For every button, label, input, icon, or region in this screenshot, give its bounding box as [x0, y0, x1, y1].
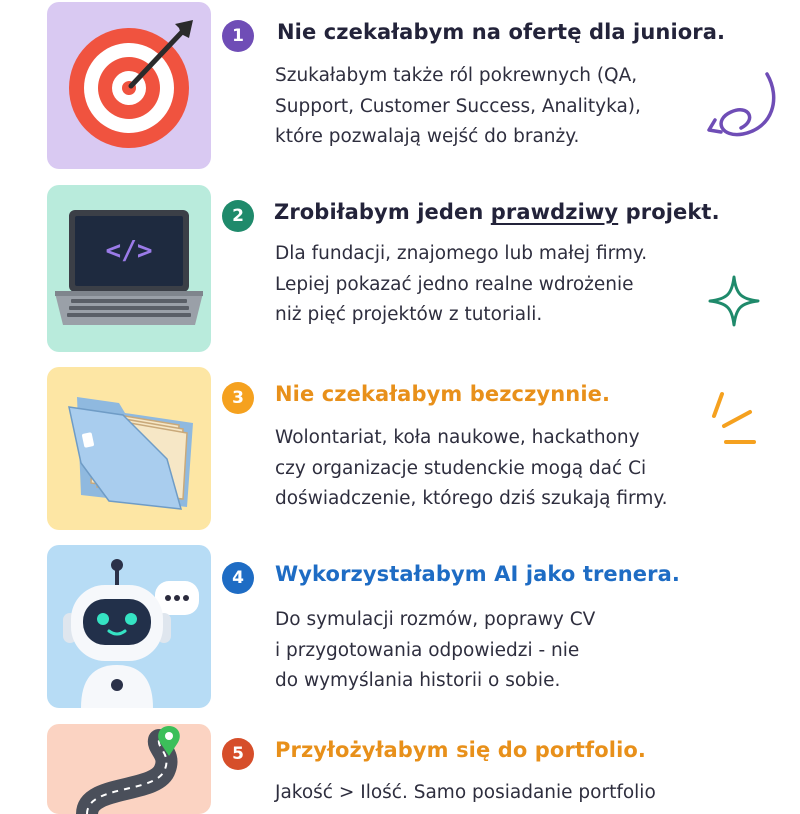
step-body-line: Szukałabym także ról pokrewnych (QA, — [275, 65, 638, 86]
step-title-1: Nie czekałabym na ofertę dla juniora. — [277, 20, 726, 44]
step-number-4: 4 — [222, 562, 254, 594]
folder-icon — [47, 367, 211, 530]
step-body-line: Do symulacji rozmów, poprawy CV — [275, 609, 596, 630]
burst-lines-icon — [710, 390, 760, 450]
laptop-card — [47, 185, 211, 352]
step-body-line: Jakość > Ilość. Samo posiadanie portfolio — [275, 782, 656, 803]
step-title-2-start: Zrobiłabym jeden — [274, 200, 491, 224]
step-number-2: 2 — [222, 200, 254, 232]
step-body-line: Wolontariat, koła naukowe, hackathony — [275, 427, 640, 448]
step-title-5: Przyłożyłabym się do portfolio. — [275, 738, 647, 762]
step-body-line: czy organizacje studenckie mogą dać Ci — [275, 457, 647, 479]
step-body-line: doświadczenie, którego dziś szukają firmy. — [275, 488, 668, 509]
step-body-line: Lepiej pokazać jedno realne wdrożenie — [275, 273, 634, 295]
step-body-line: Support, Customer Success, Analityka), — [275, 95, 641, 117]
robot-card — [47, 545, 211, 708]
step-body-2 — [275, 239, 745, 331]
step-number-3: 3 — [222, 382, 254, 414]
step-body-5 — [275, 778, 745, 809]
step-title-2-end: projekt. — [618, 200, 720, 224]
step-number-1: 1 — [222, 20, 254, 52]
step-body-line: niż pięć projektów z tutoriali. — [275, 304, 543, 325]
step-title-4: Wykorzystałabym AI jako trenera. — [275, 562, 680, 586]
curly-arrow-icon — [705, 68, 785, 148]
laptop-icon — [47, 185, 211, 352]
step-number-5: 5 — [222, 738, 254, 770]
step-title-2 — [274, 200, 720, 224]
step-body-line: do wymyślania historii o sobie. — [275, 670, 561, 691]
robot-icon — [47, 545, 211, 708]
sparkle-icon — [707, 274, 761, 328]
step-body-line: Dla fundacji, znajomego lub małej firmy. — [275, 243, 648, 264]
target-card — [47, 2, 211, 169]
road-icon — [47, 724, 211, 814]
svg-text:</>: </> — [105, 236, 153, 266]
step-body-4 — [275, 605, 745, 697]
step-body-3 — [275, 423, 745, 515]
step-title-3: Nie czekałabym bezczynnie. — [275, 382, 611, 406]
step-body-line: i przygotowania odpowiedzi - nie — [275, 639, 580, 661]
folder-card — [47, 367, 211, 530]
road-card — [47, 724, 211, 814]
step-body-line: które pozwalają wejść do branży. — [275, 126, 580, 147]
step-body-1 — [275, 61, 745, 153]
target-icon — [47, 2, 211, 169]
step-title-2-emphasis: prawdziwy — [490, 200, 619, 224]
